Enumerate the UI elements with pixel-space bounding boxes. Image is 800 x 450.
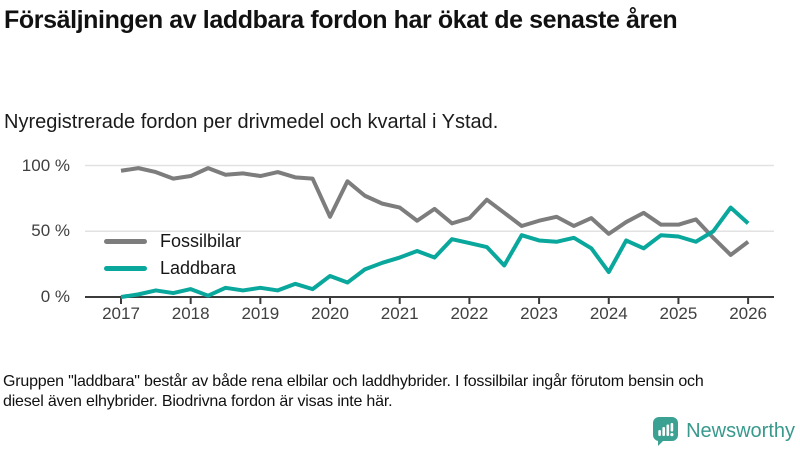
chart-title: Försäljningen av laddbara fordon har ökat de senaste åren [4, 6, 678, 34]
brand-logo [652, 416, 795, 446]
footer-note: Gruppen "laddbara" består av både rena elbilar och laddhybrider. I fossilbilar ingår förutom bensin och diesel även elhybrider. Biodrivna fordon är visas inte här. [3, 373, 704, 410]
legend-label-laddbara: Laddbara [160, 258, 237, 278]
legend-label-fossilbilar: Fossilbilar [160, 231, 242, 251]
legend-swatch-fossilbilar [104, 239, 147, 244]
x-axis-label-2023: 2023 [520, 304, 558, 323]
x-axis-label-2024: 2024 [589, 304, 628, 323]
legend-row-laddbara [104, 255, 241, 282]
x-axis-label-2020: 2020 [311, 304, 349, 323]
x-axis-label-2018: 2018 [171, 304, 210, 323]
legend-swatch-laddbara [104, 266, 147, 271]
x-axis-label-2019: 2019 [241, 304, 280, 323]
legend [104, 228, 241, 282]
y-axis-label-100: 100 % [21, 155, 70, 175]
x-axis-label-2021: 2021 [380, 304, 419, 323]
newsworthy-logo-icon [652, 416, 679, 446]
chart-subtitle: Nyregistrerade fordon per drivmedel och kvartal i Ystad. [4, 111, 499, 133]
y-axis-label-50: 50 % [31, 221, 70, 241]
x-axis-label-2022: 2022 [450, 304, 489, 323]
brand-name: Newsworthy [686, 419, 795, 442]
x-axis-label-2026: 2026 [729, 304, 768, 323]
x-axis-label-2025: 2025 [659, 304, 698, 323]
legend-row-fossilbilar [104, 228, 241, 255]
x-axis-label-2017: 2017 [102, 304, 140, 323]
y-axis-label-0: 0 % [40, 287, 70, 306]
